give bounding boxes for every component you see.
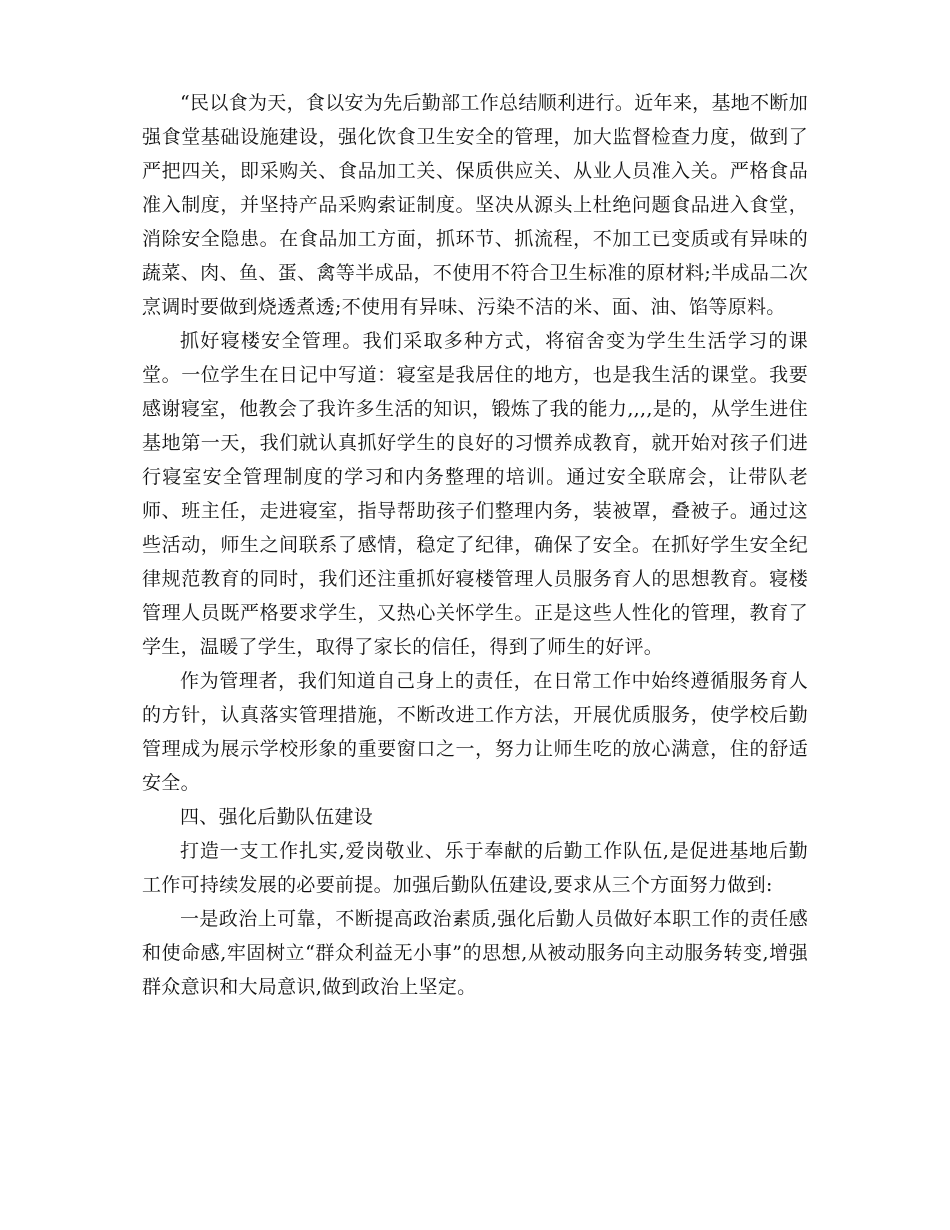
paragraph-dormitory-management: 抓好寝楼安全管理。我们采取多种方式，将宿舍变为学生生活学习的课堂。一位学生在日记中写道：寝室是我居住的地方，也是我生活的课堂。我要感谢寝室，他教会了我许多生活的知识，锻炼了我的能力,,,,是的，从学生进住基地第一天，我们就认真抓好学生的良好的习惯养成教育，就开始对孩子们进行寝室安全管理制度的学习和内务整理的培训。通过安全联席会，让带队老师、班主任，走进寝室，指导帮助孩子们整理内务，装被罩，叠被子。通过这些活动，师生之间联系了感情，稳定了纪律，确保了安全。在抓好学生安全纪律规范教育的同时，我们还注重抓好寝楼管理人员服务育人的思想教育。寝楼管理人员既严格要求学生，又热心关怀学生。正是这些人性化的管理，教育了学生，温暖了学生，取得了家长的信任，得到了师生的好评。 xyxy=(142,330,808,658)
document-page xyxy=(142,86,808,1004)
section-heading-team-building: 四、强化后勤队伍建设 xyxy=(180,806,374,828)
paragraph-political-reliability: 一是政治上可靠，不断提高政治素质,强化后勤人员做好本职工作的责任感和使命感,牢固树立“群众利益无小事”的思想,从被动服务向主动服务转变,增强群众意识和大局意识,做到政治上坚定。 xyxy=(142,908,808,998)
paragraph-canteen-safety: “民以食为天，食以安为先后勤部工作总结顺利进行。近年来，基地不断加强食堂基础设施建设，强化饮食卫生安全的管理，加大监督检查力度，做到了严把四关，即采购关、食品加工关、保质供应关、从业人员准入关。严格食品准入制度，并坚持产品采购索证制度。坚决从源头上杜绝问题食品进入食堂，消除安全隐患。在食品加工方面，抓环节、抓流程，不加工已变质或有异味的蔬菜、肉、鱼、蛋、禽等半成品，不使用不符合卫生标准的原材料;半成品二次烹调时要做到烧透煮透;不使用有异味、污染不洁的米、面、油、馅等原料。 xyxy=(142,92,808,318)
paragraph-manager-responsibility: 作为管理者，我们知道自己身上的责任，在日常工作中始终遵循服务育人的方针，认真落实管理措施，不断改进工作方法，开展优质服务，使学校后勤管理成为展示学校形象的重要窗口之一，努力让师生吃的放心满意，住的舒适安全。 xyxy=(142,670,808,794)
paragraph-team-building-intro: 打造一支工作扎实,爱岗敬业、乐于奉献的后勤工作队伍,是促进基地后勤工作可持续发展的必要前提。加强后勤队伍建设,要求从三个方面努力做到: xyxy=(142,840,808,896)
